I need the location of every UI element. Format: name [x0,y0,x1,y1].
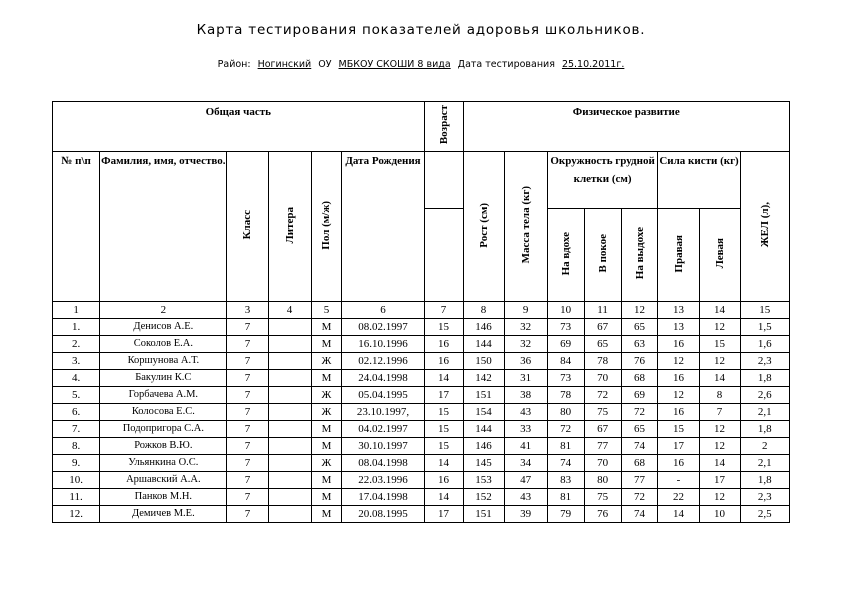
cell-birth: 02.12.1996 [342,353,424,370]
cell-number: 3. [53,353,100,370]
cell-number: 6. [53,404,100,421]
cell-weight: 41 [504,438,547,455]
cell-number: 1. [53,319,100,336]
cell-right: 16 [658,336,699,353]
column-number: 15 [740,302,789,319]
cell-right: 17 [658,438,699,455]
cell-inhale: 80 [547,404,584,421]
cell-height: 153 [463,472,504,489]
header-weight [504,152,547,302]
header-general: Общая часть [53,102,425,152]
header-inhale-label: На вдохе [559,231,572,276]
table-row [53,404,790,421]
cell-weight: 43 [504,489,547,506]
cell-inhale: 73 [547,370,584,387]
column-number: 11 [584,302,621,319]
cell-letter [268,421,311,438]
cell-fio: Бакулин К.С [100,370,227,387]
column-number: 4 [268,302,311,319]
cell-rest: 80 [584,472,621,489]
cell-fio: Панков М.Н. [100,489,227,506]
cell-left: 12 [699,319,740,336]
cell-left: 10 [699,506,740,523]
cell-left: 17 [699,472,740,489]
cell-right: 12 [658,387,699,404]
cell-birth: 08.02.1997 [342,319,424,336]
cell-rest: 75 [584,489,621,506]
column-number: 13 [658,302,699,319]
header-sex-label: Пол (м/ж) [320,200,333,250]
cell-right: 16 [658,455,699,472]
header-age [424,102,463,152]
cell-age: 15 [424,404,463,421]
cell-fio: Коршунова А.Т. [100,353,227,370]
cell-inhale: 81 [547,438,584,455]
district-label: Район: [217,59,251,70]
cell-fio: Колосова Е.С. [100,404,227,421]
cell-class: 7 [227,319,268,336]
cell-letter [268,455,311,472]
cell-height: 151 [463,506,504,523]
cell-vital: 2,5 [740,506,789,523]
cell-left: 12 [699,438,740,455]
cell-vital: 1,5 [740,319,789,336]
cell-weight: 32 [504,319,547,336]
cell-birth: 04.02.1997 [342,421,424,438]
school-label: ОУ [318,59,332,70]
cell-class: 7 [227,455,268,472]
cell-vital: 2 [740,438,789,455]
column-number: 12 [621,302,658,319]
cell-letter [268,370,311,387]
document-title: Карта тестирования показателей адоровья школьников. [196,22,646,38]
cell-right: 16 [658,404,699,421]
cell-age: 14 [424,489,463,506]
cell-age: 14 [424,370,463,387]
cell-birth: 05.04.1995 [342,387,424,404]
cell-fio: Соколов Е.А. [100,336,227,353]
cell-letter [268,336,311,353]
cell-inhale: 83 [547,472,584,489]
cell-class: 7 [227,421,268,438]
column-number: 9 [504,302,547,319]
cell-height: 150 [463,353,504,370]
cell-rest: 75 [584,404,621,421]
cell-class: 7 [227,472,268,489]
cell-vital: 2,1 [740,404,789,421]
cell-weight: 34 [504,455,547,472]
cell-sex: М [311,472,342,489]
cell-right: 14 [658,506,699,523]
cell-inhale: 69 [547,336,584,353]
cell-sex: Ж [311,455,342,472]
table-row [53,455,790,472]
cell-right: 13 [658,319,699,336]
cell-rest: 72 [584,387,621,404]
cell-rest: 76 [584,506,621,523]
cell-sex: М [311,319,342,336]
cell-rest: 67 [584,421,621,438]
table-row [53,472,790,489]
district-value: Ногинский [257,59,312,70]
cell-age: 16 [424,336,463,353]
cell-age: 15 [424,438,463,455]
column-number: 1 [53,302,100,319]
cell-right: - [658,472,699,489]
cell-inhale: 81 [547,489,584,506]
cell-rest: 70 [584,370,621,387]
cell-left: 8 [699,387,740,404]
cell-weight: 32 [504,336,547,353]
cell-exhale: 65 [621,421,658,438]
cell-right: 22 [658,489,699,506]
cell-weight: 39 [504,506,547,523]
header-age-blank-2 [424,209,463,302]
column-number-row [53,302,790,319]
header-physical: Физическое развитие [463,102,789,152]
cell-birth: 20.08.1995 [342,506,424,523]
cell-fio: Демичев М.Е. [100,506,227,523]
cell-height: 151 [463,387,504,404]
cell-letter [268,404,311,421]
cell-vital: 1,6 [740,336,789,353]
header-row-groups [53,102,790,152]
cell-birth: 23.10.1997, [342,404,424,421]
cell-birth: 16.10.1996 [342,336,424,353]
cell-age: 16 [424,353,463,370]
test-date-label: Дата тестирования [457,59,555,70]
cell-sex: М [311,370,342,387]
cell-height: 145 [463,455,504,472]
cell-birth: 30.10.1997 [342,438,424,455]
cell-age: 14 [424,455,463,472]
cell-inhale: 74 [547,455,584,472]
cell-birth: 22.03.1996 [342,472,424,489]
cell-weight: 43 [504,404,547,421]
cell-letter [268,472,311,489]
table-row [53,353,790,370]
cell-rest: 67 [584,319,621,336]
column-number: 3 [227,302,268,319]
cell-age: 16 [424,472,463,489]
cell-inhale: 73 [547,319,584,336]
document-meta-line [0,59,842,70]
cell-age: 15 [424,319,463,336]
header-height-label: Рост (см) [477,202,490,248]
cell-letter [268,353,311,370]
cell-class: 7 [227,489,268,506]
cell-height: 142 [463,370,504,387]
cell-left: 14 [699,370,740,387]
cell-inhale: 79 [547,506,584,523]
cell-exhale: 68 [621,370,658,387]
header-rest [584,209,621,302]
cell-exhale: 63 [621,336,658,353]
header-left [699,209,740,302]
header-exhale-label: На выдохе [633,227,646,280]
cell-sex: М [311,421,342,438]
cell-fio: Горбачева А.М. [100,387,227,404]
header-sex [311,152,342,302]
column-number: 8 [463,302,504,319]
header-weight-label: Масса тела (кг) [519,186,532,264]
cell-number: 8. [53,438,100,455]
cell-class: 7 [227,353,268,370]
cell-fio: Денисов А.Е. [100,319,227,336]
cell-number: 7. [53,421,100,438]
cell-right: 16 [658,370,699,387]
cell-exhale: 72 [621,489,658,506]
header-num: № п\п [53,152,100,302]
cell-fio: Подопригора С.А. [100,421,227,438]
cell-height: 152 [463,489,504,506]
cell-letter [268,319,311,336]
cell-weight: 36 [504,353,547,370]
cell-rest: 65 [584,336,621,353]
cell-sex: Ж [311,353,342,370]
cell-left: 14 [699,455,740,472]
cell-vital: 1,8 [740,370,789,387]
cell-number: 12. [53,506,100,523]
cell-left: 12 [699,353,740,370]
header-chest: Окружность грудной клетки (см) [547,152,658,209]
cell-vital: 1,8 [740,421,789,438]
cell-exhale: 74 [621,506,658,523]
header-right [658,209,699,302]
cell-class: 7 [227,387,268,404]
cell-left: 12 [699,489,740,506]
cell-inhale: 72 [547,421,584,438]
cell-exhale: 65 [621,319,658,336]
table-row [53,387,790,404]
cell-right: 15 [658,421,699,438]
cell-number: 4. [53,370,100,387]
table-row [53,370,790,387]
cell-exhale: 68 [621,455,658,472]
table-row [53,438,790,455]
cell-inhale: 84 [547,353,584,370]
health-test-table [52,101,790,523]
table-row [53,421,790,438]
cell-rest: 70 [584,455,621,472]
column-number: 5 [311,302,342,319]
cell-height: 146 [463,319,504,336]
cell-letter [268,438,311,455]
header-age-blank [424,152,463,209]
header-height [463,152,504,302]
column-number: 14 [699,302,740,319]
cell-birth: 17.04.1998 [342,489,424,506]
cell-sex: М [311,336,342,353]
cell-rest: 77 [584,438,621,455]
cell-number: 2. [53,336,100,353]
table-row [53,489,790,506]
cell-left: 12 [699,421,740,438]
table-row [53,319,790,336]
column-number: 7 [424,302,463,319]
header-fio: Фамилия, имя, отчество. [100,152,227,302]
cell-age: 15 [424,421,463,438]
cell-sex: М [311,489,342,506]
cell-number: 10. [53,472,100,489]
student-rows [53,319,790,523]
cell-weight: 38 [504,387,547,404]
cell-exhale: 74 [621,438,658,455]
header-letter-label: Литера [283,206,296,244]
cell-weight: 47 [504,472,547,489]
cell-left: 15 [699,336,740,353]
cell-sex: Ж [311,387,342,404]
cell-fio: Аршавский А.А. [100,472,227,489]
cell-fio: Рожков В.Ю. [100,438,227,455]
header-vital [740,152,789,302]
header-age-label: Возраст [437,105,450,145]
cell-class: 7 [227,336,268,353]
cell-exhale: 77 [621,472,658,489]
header-birth: Дата Рождения [342,152,424,302]
cell-weight: 31 [504,370,547,387]
cell-class: 7 [227,404,268,421]
column-number: 2 [100,302,227,319]
cell-birth: 08.04.1998 [342,455,424,472]
header-strength: Сила кисти (кг) [658,152,740,209]
cell-vital: 2,3 [740,489,789,506]
cell-vital: 2,3 [740,353,789,370]
header-rest-label: В покое [596,234,609,273]
cell-fio: Ульянкина О.С. [100,455,227,472]
school-value: МБКОУ СКОШИ 8 вида [338,59,451,70]
column-number: 10 [547,302,584,319]
cell-height: 154 [463,404,504,421]
cell-class: 7 [227,438,268,455]
cell-letter [268,506,311,523]
cell-vital: 2,1 [740,455,789,472]
cell-sex: Ж [311,404,342,421]
cell-weight: 33 [504,421,547,438]
header-row-columns [53,152,790,209]
column-number: 6 [342,302,424,319]
header-letter [268,152,311,302]
table-row [53,336,790,353]
cell-exhale: 69 [621,387,658,404]
header-exhale [621,209,658,302]
cell-vital: 1,8 [740,472,789,489]
header-vital-label: ЖЕЛ (л), [758,202,771,248]
cell-sex: М [311,438,342,455]
cell-number: 9. [53,455,100,472]
cell-letter [268,489,311,506]
cell-exhale: 72 [621,404,658,421]
test-date-value: 25.10.2011г. [561,59,625,70]
cell-class: 7 [227,506,268,523]
cell-birth: 24.04.1998 [342,370,424,387]
header-left-label: Левая [713,238,726,269]
header-class [227,152,268,302]
header-right-label: Правая [672,234,685,273]
table-row [53,506,790,523]
cell-vital: 2,6 [740,387,789,404]
cell-left: 7 [699,404,740,421]
cell-number: 5. [53,387,100,404]
cell-height: 144 [463,336,504,353]
cell-height: 146 [463,438,504,455]
cell-age: 17 [424,387,463,404]
cell-sex: М [311,506,342,523]
cell-number: 11. [53,489,100,506]
cell-height: 144 [463,421,504,438]
cell-class: 7 [227,370,268,387]
cell-age: 17 [424,506,463,523]
cell-letter [268,387,311,404]
header-class-label: Класс [241,210,254,240]
cell-exhale: 76 [621,353,658,370]
cell-rest: 78 [584,353,621,370]
cell-inhale: 78 [547,387,584,404]
header-inhale [547,209,584,302]
cell-right: 12 [658,353,699,370]
